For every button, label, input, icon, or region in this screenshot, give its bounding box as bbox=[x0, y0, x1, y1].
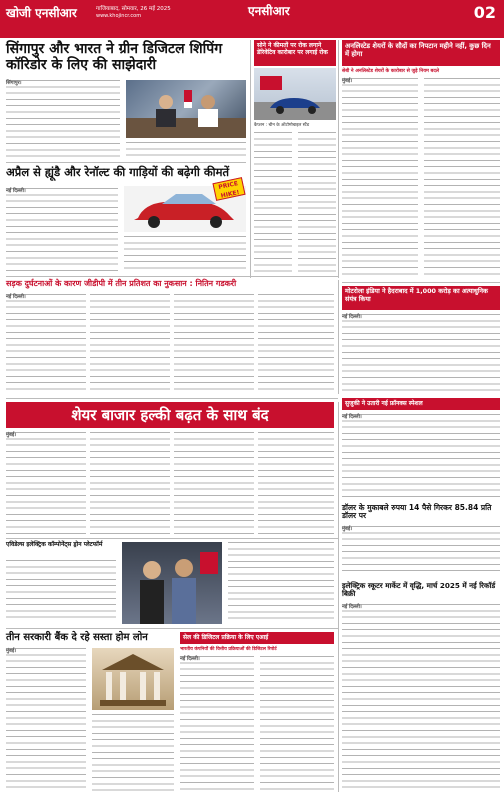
story-headline-bar bbox=[6, 402, 334, 428]
masthead bbox=[0, 0, 504, 38]
story-headline: अप्रैल से ह्यूंडै और रेनॉल्ट की गाड़ियों की बढ़ेगी कीमतें bbox=[6, 165, 230, 179]
story-dateline: नई दिल्ली। bbox=[180, 656, 200, 662]
story-dateline: नई दिल्ली। bbox=[6, 188, 26, 194]
meeting-photo-icon bbox=[126, 80, 246, 138]
column-divider bbox=[338, 40, 339, 278]
column-divider bbox=[250, 40, 251, 278]
story-body bbox=[342, 78, 418, 278]
section-divider bbox=[6, 538, 338, 539]
column-divider bbox=[338, 402, 339, 792]
news-photo bbox=[122, 542, 222, 624]
story-dateline: नई दिल्ली। bbox=[342, 414, 362, 420]
story-body bbox=[298, 132, 336, 272]
story-body bbox=[424, 78, 500, 278]
story-body bbox=[174, 432, 254, 534]
story-body bbox=[180, 656, 254, 792]
story-dateline: नई दिल्ली। bbox=[342, 604, 362, 610]
story-body bbox=[92, 714, 174, 792]
story-subheadline: भारतीय कंपनियों की वित्तीय प्रक्रियाओं की डिजिटल रिपोर्ट bbox=[180, 647, 277, 652]
story-dateline: मुंबई। bbox=[342, 526, 353, 532]
story-body bbox=[258, 432, 334, 534]
story-headline: सिंगापुर और भारत ने ग्रीन डिजिटल शिपिंग कॉरिडोर के लिए की साझेदारी bbox=[6, 41, 223, 73]
people-photo-icon bbox=[122, 542, 222, 624]
story-price-hike bbox=[6, 166, 246, 274]
story-headline-bar bbox=[342, 40, 500, 66]
section-divider bbox=[342, 282, 500, 283]
story-headline: डॉलर के मुकाबले रुपया 14 पैसे गिरकर 85.84 प्रति डॉलर पर bbox=[342, 503, 492, 521]
story-suzuki bbox=[342, 398, 500, 500]
story-body bbox=[6, 432, 86, 534]
story-body bbox=[6, 560, 116, 622]
story-body bbox=[228, 542, 334, 624]
story-headline: तीन सरकारी बैंक दे रहे सस्ता होम लोन bbox=[6, 632, 148, 643]
story-headline: अनलिस्टेड शेयरों के सौदों का निपटान महीने नहीं, कुछ दिन में होगा bbox=[345, 42, 491, 58]
newspaper-brand: खोजी एनसीआर bbox=[6, 6, 77, 20]
story-rupee bbox=[342, 504, 500, 578]
photo-caption: कैप्शन : चीन के ऑटोमोबाइल स्टैंड bbox=[254, 123, 310, 128]
story-dateline: नई दिल्ली। bbox=[6, 294, 26, 300]
story-body bbox=[6, 648, 86, 792]
story-body bbox=[260, 656, 334, 792]
story-headline: सोने ने कीमतों पर रोक लगाने डेरिवेटिव कारोबार पर लगाई रोक bbox=[257, 42, 328, 57]
story-body bbox=[126, 142, 246, 158]
story-headline: एविडेल्स इलेक्ट्रिक कॉम्पोनेंट्स ड्रोन प्लेटफॉर्म bbox=[6, 541, 103, 548]
edition-date: गाजियाबाद, सोमवार, 26 मई 2025 bbox=[96, 6, 171, 12]
story-headline: मोटरोला इंडिया ने हैदराबाद में 1,000 करोड़ का अत्याधुनिक संयंत्र किया bbox=[345, 287, 488, 303]
story-china-gold bbox=[254, 40, 336, 274]
story-dateline: मुंबई। bbox=[6, 648, 17, 654]
story-body bbox=[258, 294, 334, 392]
story-body bbox=[342, 604, 500, 792]
section-divider bbox=[6, 276, 338, 277]
story-body bbox=[6, 294, 86, 392]
section-title: एनसीआर bbox=[248, 4, 290, 18]
story-singapore bbox=[6, 42, 246, 160]
story-headline: इलेक्ट्रिक स्कूटर मार्केट में वृद्धि, मार्च 2025 में नई रिकॉर्ड बिक्री bbox=[342, 581, 496, 599]
bank-photo bbox=[92, 648, 174, 710]
story-dateline: मुंबई। bbox=[342, 78, 353, 84]
story-body bbox=[90, 432, 170, 534]
story-body bbox=[342, 414, 500, 498]
story-motorola bbox=[342, 286, 500, 394]
story-headline: सड़क दुर्घटनाओं के कारण जीडीपी में तीन प्रतिशत का नुकसान : नितिन गडकरी bbox=[6, 279, 237, 288]
story-body bbox=[90, 294, 170, 392]
story-ai-digital bbox=[180, 632, 334, 794]
story-dateline: मुंबई। bbox=[6, 432, 17, 438]
column-divider bbox=[338, 280, 339, 394]
story-stock-market bbox=[6, 402, 334, 536]
story-body bbox=[342, 526, 500, 576]
page-number: 02 bbox=[473, 3, 496, 22]
story-body bbox=[124, 236, 246, 272]
story-body bbox=[342, 314, 500, 392]
section-divider bbox=[6, 628, 338, 629]
edition-website: www.khojincr.com bbox=[96, 13, 142, 19]
story-headline-bar bbox=[342, 286, 500, 310]
story-subheadline: सेबी ने अनलिस्टेड शेयरों के कारोबार से जुड़े नियम बदले bbox=[342, 69, 440, 74]
story-headline-bar bbox=[254, 40, 336, 66]
story-body bbox=[6, 80, 120, 158]
story-home-loans bbox=[6, 632, 174, 794]
showroom-photo-icon bbox=[254, 68, 336, 120]
price-hike-sticker: PRICE HIKE! bbox=[212, 177, 245, 201]
news-photo bbox=[126, 80, 246, 138]
story-electric-components bbox=[6, 542, 116, 624]
story-body bbox=[254, 132, 292, 272]
story-headline: सेल की डिजिटल प्रक्रिया के लिए एआई bbox=[183, 634, 269, 641]
story-body bbox=[174, 294, 254, 392]
story-unlisted-shares bbox=[342, 40, 500, 280]
story-headline: सुजुकी ने उतारी नई फ्रॉनक्स स्पेशल bbox=[345, 400, 423, 407]
story-dateline: नई दिल्ली। bbox=[342, 314, 362, 320]
story-body bbox=[6, 188, 118, 272]
story-road-accidents bbox=[6, 280, 334, 394]
bank-building-icon bbox=[92, 648, 174, 710]
section-divider bbox=[6, 398, 338, 399]
story-headline-bar bbox=[342, 398, 500, 410]
story-dateline: सिंगापुर। bbox=[6, 80, 22, 86]
news-photo bbox=[254, 68, 336, 120]
story-ev-scooter bbox=[342, 582, 500, 794]
story-headline: शेयर बाजार हल्की बढ़त के साथ बंद bbox=[71, 406, 269, 424]
section-divider bbox=[6, 162, 246, 163]
story-headline-bar bbox=[180, 632, 334, 644]
